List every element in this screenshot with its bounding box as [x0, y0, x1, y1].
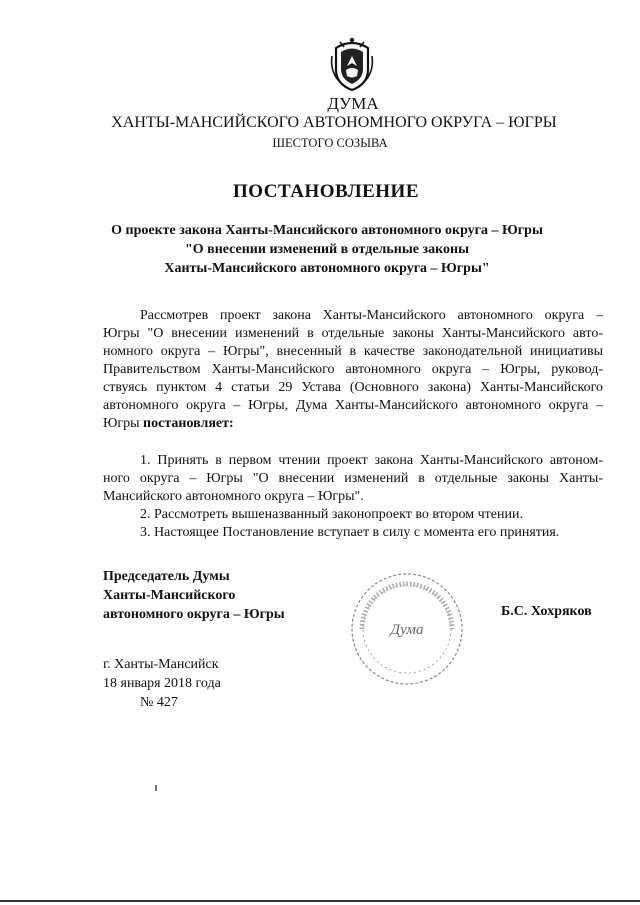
preamble-line: Правительством Ханты-Мансийского автономного округа – Югры, руковод-	[103, 362, 603, 377]
item-line: 3. Настоящее Постановление вступает в силу с момента его принятия.	[140, 525, 560, 540]
signatory-position-line: автономного округа – Югры	[103, 607, 285, 622]
preamble-line: Югры "О внесении изменений в отдельные законы Ханты-Мансийского авто-	[103, 326, 603, 341]
item-line: 1. Принять в первом чтении проект закона Ханты-Мансийского автоном-	[140, 453, 603, 468]
signatory-name: Б.С. Хохряков	[501, 604, 592, 619]
header-okrug: ХАНТЫ-МАНСИЙСКОГО АВТОНОМНОГО ОКРУГА – ЮГРЫ	[111, 114, 557, 131]
signatory-position	[103, 567, 285, 624]
subtitle-line: Ханты-Мансийского автономного округа – Югры"	[164, 261, 490, 276]
header-sozyv: ШЕСТОГО СОЗЫВА	[272, 136, 388, 150]
signatory-position-line: Ханты-Мансийского	[103, 588, 236, 603]
item-line: ного округа – Югры "О внесении изменений в отдельные законы Ханты-	[103, 471, 603, 486]
preamble-line: номного округа – Югры", внесенный в качестве законодательной инициативы	[103, 344, 603, 359]
document-city: г. Ханты-Мансийск	[103, 657, 219, 672]
preamble-line: Рассмотрев проект закона Ханты-Мансийского автономного округа –	[140, 308, 603, 323]
preamble-line: автономного округа – Югры, Дума Ханты-Мансийского автономного округа –	[103, 398, 603, 413]
item-line: 2. Рассмотреть вышеназванный законопроект во втором чтении.	[140, 507, 523, 522]
subtitle-line: "О внесении изменений в отдельные законы	[184, 242, 470, 257]
document-date: 18 января 2018 года	[103, 676, 221, 691]
stamp-label: Дума	[390, 622, 424, 638]
document-title: ПОСТАНОВЛЕНИЕ	[232, 181, 420, 202]
header-organ: ДУМА	[327, 94, 379, 113]
page-bottom-edge	[0, 900, 640, 902]
preamble-last-line	[103, 415, 603, 433]
signatory-position-line: Председатель Думы	[103, 569, 230, 584]
preamble-tail: Югры	[103, 416, 144, 431]
decision-keyword: постановляет:	[143, 416, 234, 431]
official-stamp	[348, 570, 466, 688]
document-number: № 427	[140, 695, 178, 710]
subtitle-line: О проекте закона Ханты-Мансийского автономного округа – Югры	[111, 223, 543, 238]
preamble-line: ствуясь пунктом 4 статьи 29 Устава (Основного закона) Ханты-Мансийского	[103, 380, 603, 395]
scan-speck	[155, 785, 157, 791]
item-line: Мансийского автономного округа – Югры".	[103, 489, 364, 504]
coat-of-arms-emblem	[328, 36, 376, 94]
